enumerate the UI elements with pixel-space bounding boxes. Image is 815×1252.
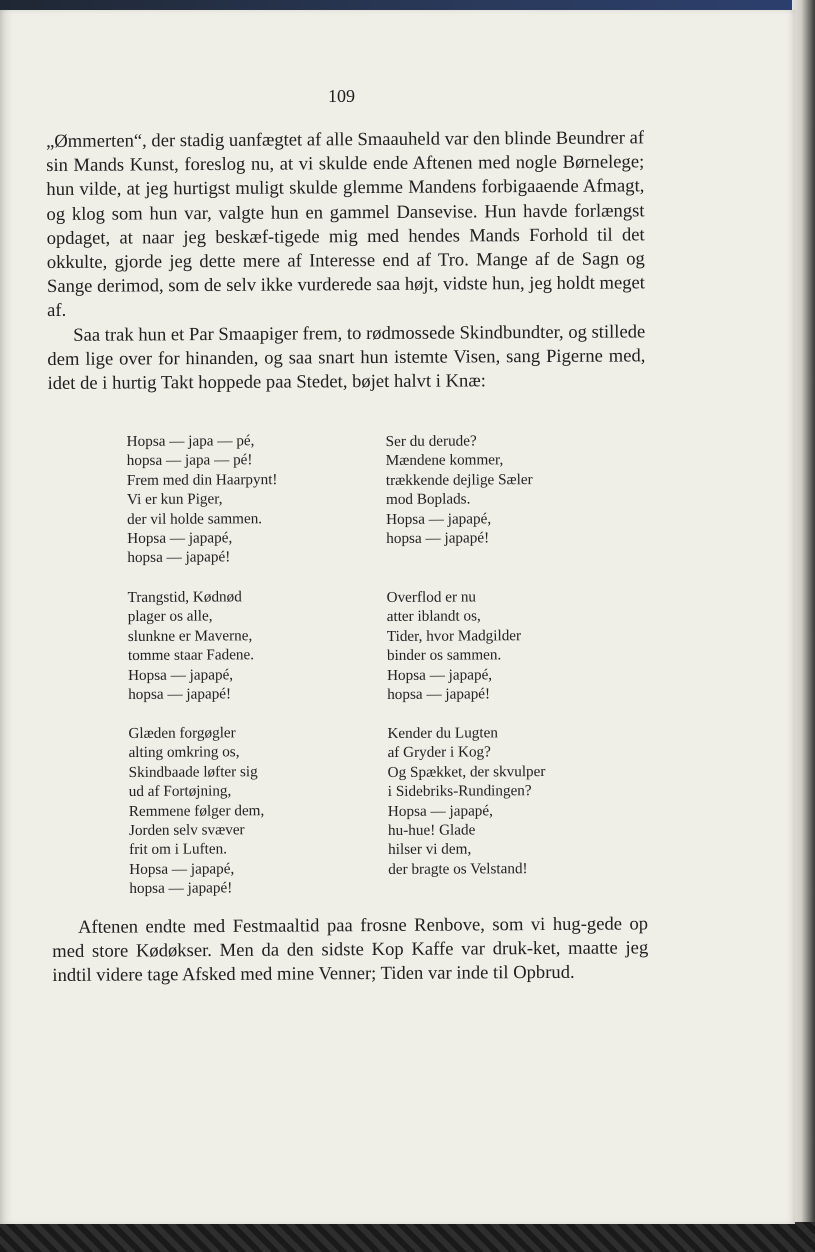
verse-line: Vi er kun Piger, <box>126 490 223 509</box>
verse-line: Og Spækket, der skvulper <box>387 762 546 781</box>
verse-line: Overflod er nu <box>386 588 477 606</box>
verse-line: Tider, hvor Madgilder <box>386 626 522 645</box>
verse-line: alting omkring os, <box>128 743 240 762</box>
closing-text <box>52 912 648 988</box>
song-stanza <box>128 587 255 704</box>
verse-line: ud af Fortøjning, <box>128 782 232 801</box>
verse-line: hopsa — japapé! <box>129 879 233 898</box>
verse-line: binder os sammen. <box>386 646 502 665</box>
verse-line: hopsa — japapé! <box>386 529 490 548</box>
verse-line: der vil holde sammen. <box>127 509 263 528</box>
verse-line: Frem med din Haarpynt! <box>126 470 278 489</box>
verse-line: tomme staar Fadene. <box>127 646 255 665</box>
verse-line: Kender du Lugten <box>387 724 498 742</box>
verse-line: hopsa — japapé! <box>128 685 232 704</box>
verse-line: hopsa — japapé! <box>387 685 491 704</box>
closing-paragraph: Aftenen endte med Festmaaltid paa frosne Renbove, som vi hug‑gede op med store Kødøkser. Men da den sidste Kop Kaffe var druk‑ket, maatte jeg indtil videre tage Afsked med mine Venner; Tiden var inde til Opbrud. <box>52 913 649 987</box>
verse-line: Hopsa — japapé, <box>386 509 492 528</box>
verse-line: trækkende dejlige Sæler <box>385 470 533 489</box>
verse-line: hilser vi dem, <box>388 840 472 859</box>
verse-line: der bragte os Velstand! <box>388 859 528 878</box>
song-stanza <box>128 723 264 898</box>
verse-line: mod Boplads. <box>385 490 471 509</box>
verse-line: hopsa — japapé! <box>127 548 231 567</box>
verse-line: Hopsa — japapé, <box>127 529 233 548</box>
verse-line: Jorden selv svæver <box>128 821 245 840</box>
intro-paragraph-1: „Ømmerten“, der stadig uanfægtet af alle Smaauheld var den blinde Beundrer af sin Mands Kunst, foreslog nu, at vi skulde ende Aftenen med nogle Børnelege; hun vilde, at jeg hurtigst muligt skulde glemme Mandens forbigaaende Afmagt, og klog som hun var, valgte hun en gammel Dansevise. Hun havde forlængst opdaget, at naar jeg beskæf‑tigede mig med hendes Mands Forhold til det okkulte, gjorde jeg dette mere af Interesse end af Tro. Mange af de Sagn og Sange derimod, som de selv ikke vurderede saa højt, vidste hun, jeg holdt meget af. <box>46 127 646 322</box>
verse-line: Skindbaade løfter sig <box>128 763 258 781</box>
verse-line: Glæden forgøgler <box>128 724 236 742</box>
verse-line: Mændene kommer, <box>385 451 504 470</box>
intro-paragraph-2: Saa trak hun et Par Smaapiger frem, to rødmossede Skindbundter, og stillede dem lige over for hinanden, og saa snart hun istemte Visen, sang Pigerne med, idet de i hurtig Takt hoppede paa Stedet, bøjet halvt i Knæ: <box>47 320 646 395</box>
song-stanza <box>386 431 533 548</box>
verse-line: plager os alle, <box>127 607 213 626</box>
song-stanza <box>387 723 546 879</box>
verse-line: Hopsa — japapé, <box>129 860 235 878</box>
book-page <box>0 10 795 1224</box>
verse-line: frit om i Luften. <box>129 840 228 859</box>
book-right-edge <box>792 0 815 1252</box>
verse-line: hopsa — japa — pé! <box>126 451 253 470</box>
intro-text <box>46 126 646 396</box>
verse-line: slunkne er Maverne, <box>127 627 253 645</box>
verse-line: i Sidebriks-Rundingen? <box>387 782 532 801</box>
verse-line: Hopsa — japa — pé, <box>126 432 255 450</box>
verse-line: atter iblandt os, <box>386 607 481 626</box>
song-stanza <box>127 431 278 568</box>
verse-line: Hopsa — japapé, <box>128 665 234 684</box>
song-stanza <box>387 587 522 704</box>
verse-line: af Gryder i Kog? <box>387 743 491 762</box>
verse-line: hu-hue! Glade <box>387 821 476 840</box>
verse-line: Hopsa — japapé, <box>387 665 493 684</box>
verse-line: Hopsa — japapé, <box>387 801 493 820</box>
verse-line: Trangstid, Kødnød <box>127 588 242 606</box>
scan-bottom-edge <box>0 1222 815 1252</box>
page-number: 109 <box>328 86 355 106</box>
verse-line: Ser du derude? <box>385 432 477 450</box>
verse-line: Remmene følger dem, <box>128 801 265 820</box>
